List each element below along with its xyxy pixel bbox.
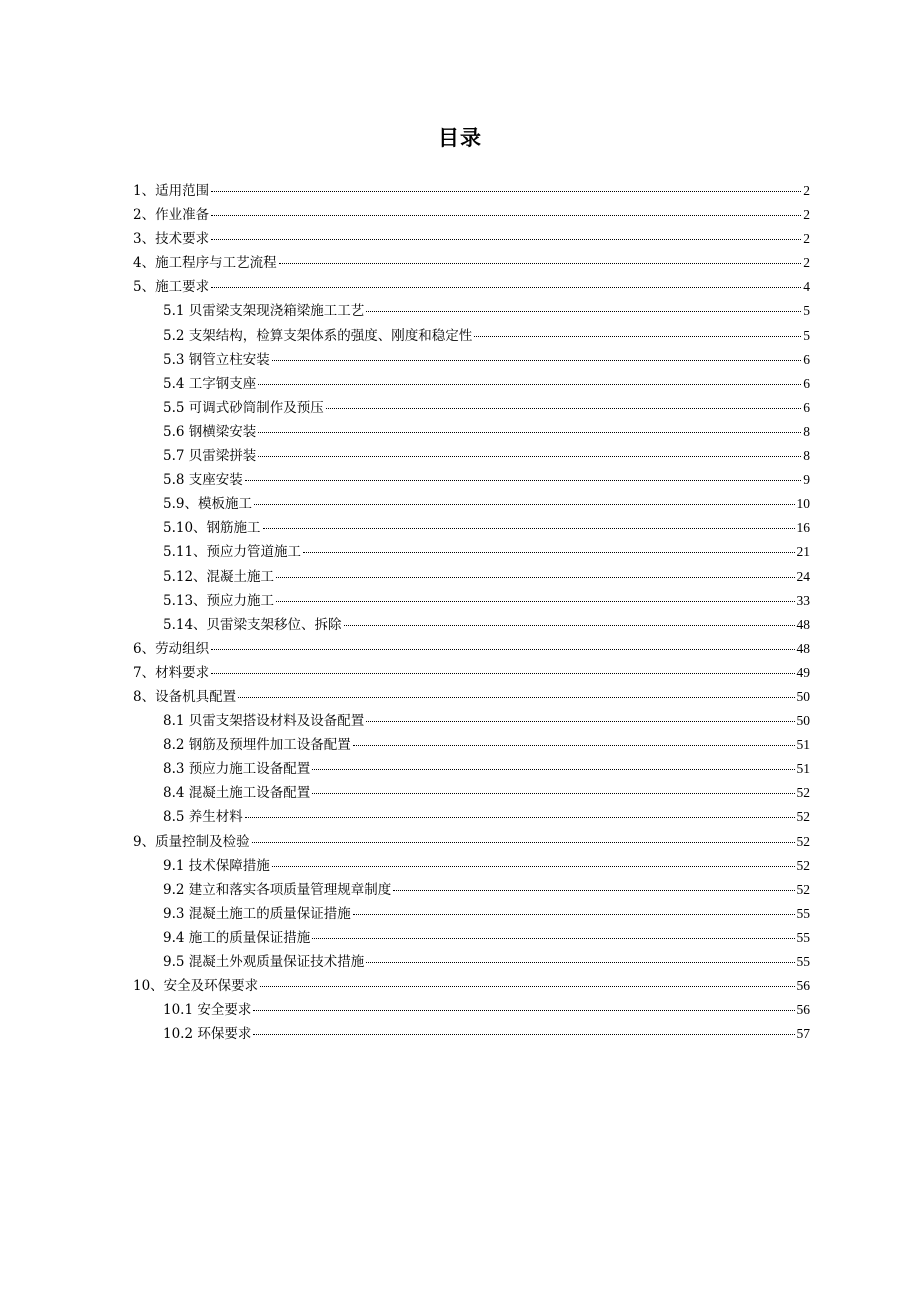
toc-dot-leader — [211, 649, 794, 650]
toc-entry[interactable] — [133, 637, 810, 661]
toc-dot-leader — [253, 1010, 794, 1011]
toc-entry[interactable] — [133, 805, 810, 829]
toc-entry-page-number: 48 — [796, 616, 810, 632]
toc-dot-leader — [272, 360, 801, 361]
toc-entry-page-number: 6 — [803, 399, 810, 415]
toc-entry[interactable] — [133, 1022, 810, 1046]
toc-entry[interactable] — [133, 420, 810, 444]
toc-dot-leader — [245, 480, 801, 481]
toc-dot-leader — [366, 962, 794, 963]
toc-entry-label: 5.14、贝雷梁支架移位、拆除 — [163, 616, 342, 633]
toc-entry-page-number: 5 — [803, 303, 810, 319]
toc-entry-page-number: 55 — [796, 929, 810, 945]
toc-entry[interactable] — [133, 203, 810, 227]
toc-entry-page-number: 52 — [796, 881, 810, 897]
toc-dot-leader — [366, 311, 801, 312]
toc-entry-page-number: 24 — [796, 568, 810, 584]
toc-entry[interactable] — [133, 540, 810, 564]
toc-entry[interactable] — [133, 324, 810, 348]
toc-dot-leader — [254, 504, 795, 505]
toc-entry[interactable] — [133, 565, 810, 589]
toc-entry[interactable] — [133, 926, 810, 950]
toc-dot-leader — [258, 456, 801, 457]
toc-dot-leader — [393, 890, 794, 891]
toc-entry[interactable] — [133, 179, 810, 203]
toc-entry-page-number: 8 — [803, 423, 810, 439]
toc-entry-label: 5.10、钢筋施工 — [163, 520, 261, 537]
toc-entry-page-number: 49 — [796, 664, 810, 680]
toc-entry-page-number: 6 — [803, 351, 810, 367]
toc-dot-leader — [211, 287, 801, 288]
toc-entry[interactable] — [133, 613, 810, 637]
toc-entry-page-number: 51 — [796, 737, 810, 753]
toc-entry[interactable] — [133, 998, 810, 1022]
toc-dot-leader — [366, 721, 794, 722]
toc-entry-page-number: 56 — [796, 1002, 810, 1018]
toc-entry-label: 8.1 贝雷支架搭设材料及设备配置 — [163, 713, 365, 730]
toc-entry[interactable] — [133, 733, 810, 757]
toc-dot-leader — [276, 601, 794, 602]
toc-entry-page-number: 57 — [796, 1026, 810, 1042]
toc-entry-page-number: 50 — [796, 713, 810, 729]
toc-entry-page-number: 55 — [796, 905, 810, 921]
toc-entry-page-number: 52 — [796, 857, 810, 873]
toc-dot-leader — [245, 817, 795, 818]
toc-entry-page-number: 21 — [796, 544, 810, 560]
toc-dot-leader — [252, 842, 795, 843]
toc-entry-label: 10.1 安全要求 — [163, 1002, 252, 1019]
toc-entry[interactable] — [133, 372, 810, 396]
toc-entry-label: 9.5 混凝土外观质量保证技术措施 — [163, 954, 365, 970]
toc-entry-page-number: 55 — [796, 954, 810, 969]
toc-entry[interactable] — [133, 251, 810, 275]
toc-entry-label: 3、技术要求 — [133, 231, 210, 248]
toc-entry-label: 10、安全及环保要求 — [133, 978, 259, 995]
toc-dot-leader — [211, 673, 794, 674]
toc-entry[interactable] — [133, 492, 810, 516]
toc-entry-label: 4、施工程序与工艺流程 — [133, 255, 277, 272]
toc-entry-page-number: 56 — [796, 978, 810, 994]
toc-dot-leader — [263, 528, 795, 529]
toc-entry[interactable] — [133, 830, 810, 854]
toc-entry[interactable] — [133, 709, 810, 733]
toc-dot-leader — [279, 263, 802, 264]
toc-entry-label: 6、劳动组织 — [133, 640, 210, 657]
toc-entry[interactable] — [133, 348, 810, 372]
toc-entry-label: 10.2 环保要求 — [163, 1026, 252, 1043]
toc-entry[interactable] — [133, 299, 810, 323]
toc-entry[interactable] — [133, 950, 810, 974]
toc-dot-leader — [312, 938, 794, 939]
toc-entry-page-number: 48 — [796, 640, 810, 656]
toc-entry-page-number: 33 — [796, 592, 810, 608]
toc-entry[interactable] — [133, 444, 810, 468]
toc-entry[interactable] — [133, 974, 810, 998]
toc-entry[interactable] — [133, 661, 810, 685]
toc-entry-label: 8、设备机具配置 — [133, 688, 237, 705]
toc-dot-leader — [253, 1034, 794, 1035]
toc-dot-leader — [353, 745, 795, 746]
toc-entry[interactable] — [133, 685, 810, 709]
toc-entry-label: 8.4 混凝土施工设备配置 — [163, 785, 311, 802]
toc-entry[interactable] — [133, 854, 810, 878]
toc-dot-leader — [353, 914, 795, 915]
toc-dot-leader — [260, 986, 794, 987]
toc-entry-page-number: 9 — [803, 472, 810, 488]
toc-entry-label: 9.1 技术保障措施 — [163, 857, 270, 874]
toc-entry-label: 2、作业准备 — [133, 207, 210, 224]
toc-dot-leader — [238, 697, 794, 698]
toc-entry[interactable] — [133, 227, 810, 251]
toc-entry-label: 5.11、预应力管道施工 — [163, 544, 302, 561]
toc-dot-leader — [211, 239, 801, 240]
toc-entry-page-number: 4 — [803, 279, 810, 295]
toc-entry-page-number: 50 — [796, 688, 810, 704]
toc-entry[interactable] — [133, 396, 810, 420]
toc-entry-page-number: 2 — [803, 231, 810, 247]
toc-entry[interactable] — [133, 516, 810, 540]
toc-dot-leader — [258, 384, 801, 385]
toc-dot-leader — [303, 552, 794, 553]
toc-entry-label: 9、质量控制及检验 — [133, 833, 250, 850]
toc-entry-label: 7、材料要求 — [133, 664, 210, 681]
toc-entry-page-number: 16 — [796, 520, 810, 536]
toc-entry[interactable] — [133, 878, 810, 902]
toc-dot-leader — [276, 577, 794, 578]
page-title: 目录 — [438, 125, 482, 150]
table-of-contents — [133, 179, 810, 1046]
toc-entry-label: 5.5 可调式砂筒制作及预压 — [163, 399, 324, 416]
toc-dot-leader — [312, 793, 794, 794]
toc-entry-page-number: 5 — [803, 327, 810, 343]
toc-dot-leader — [272, 866, 795, 867]
toc-entry-label: 5.8 支座安装 — [163, 472, 243, 489]
toc-entry-page-number: 2 — [803, 183, 810, 198]
toc-entry-label: 8.3 预应力施工设备配置 — [163, 761, 311, 778]
toc-entry-label: 8.2 钢筋及预埋件加工设备配置 — [163, 737, 351, 754]
toc-entry-label: 5.7 贝雷梁拼装 — [163, 448, 257, 465]
toc-entry[interactable] — [133, 275, 810, 299]
toc-entry[interactable] — [133, 757, 810, 781]
toc-entry-label: 5.1 贝雷梁支架现浇箱梁施工工艺 — [163, 303, 365, 320]
toc-entry-page-number: 51 — [796, 761, 810, 777]
toc-entry-page-number: 2 — [803, 255, 810, 271]
toc-dot-leader — [258, 432, 801, 433]
toc-dot-leader — [211, 191, 801, 192]
toc-dot-leader — [474, 336, 801, 337]
toc-entry[interactable] — [133, 589, 810, 613]
toc-dot-leader — [312, 769, 794, 770]
toc-entry-label: 5.9、模板施工 — [163, 496, 252, 513]
toc-entry[interactable] — [133, 781, 810, 805]
toc-entry-label: 9.4 施工的质量保证措施 — [163, 929, 311, 946]
toc-entry-page-number: 52 — [796, 833, 810, 849]
toc-dot-leader — [344, 625, 795, 626]
toc-entry-page-number: 10 — [796, 496, 810, 512]
toc-entry-page-number: 52 — [796, 785, 810, 801]
toc-entry-label: 5.13、预应力施工 — [163, 592, 275, 609]
toc-entry-label: 5.3 钢管立柱安装 — [163, 351, 270, 368]
toc-entry-page-number: 6 — [803, 375, 810, 391]
toc-entry-label: 8.5 养生材料 — [163, 809, 243, 826]
toc-entry-page-number: 52 — [796, 809, 810, 825]
toc-entry-label: 9.3 混凝土施工的质量保证措施 — [163, 905, 351, 922]
toc-entry-label: 5.6 钢横梁安装 — [163, 423, 257, 440]
toc-entry-label: 9.2 建立和落实各项质量管理规章制度 — [163, 881, 392, 898]
toc-entry-label: 5、施工要求 — [133, 279, 210, 296]
toc-entry-page-number: 2 — [803, 207, 810, 223]
toc-entry[interactable] — [133, 468, 810, 492]
toc-entry-page-number: 8 — [803, 448, 810, 464]
toc-dot-leader — [211, 215, 801, 216]
toc-entry-label: 5.2 支架结构，检算支架体系的强度、刚度和稳定性 — [163, 327, 473, 344]
toc-entry-label: 1、适用范围 — [133, 183, 210, 199]
toc-entry-label: 5.4 工字钢支座 — [163, 375, 257, 392]
toc-dot-leader — [326, 408, 801, 409]
toc-entry-label: 5.12、混凝土施工 — [163, 568, 275, 585]
toc-entry[interactable] — [133, 902, 810, 926]
